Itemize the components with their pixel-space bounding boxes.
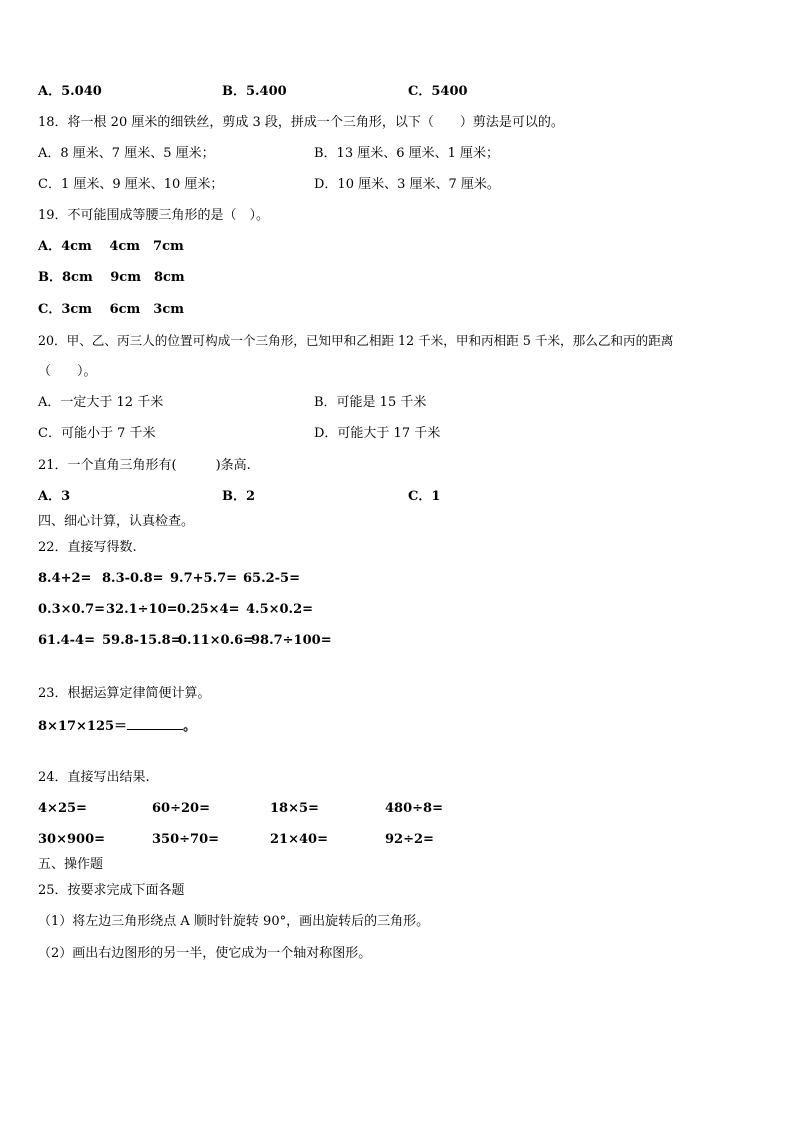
q22-item: 8.4+2= xyxy=(38,571,92,586)
q20-option-d: D．可能大于 17 千米 xyxy=(314,426,441,441)
q22-item: 98.7÷100= xyxy=(251,633,332,648)
q24-item: 30×900= xyxy=(38,832,106,847)
q22-item: 9.7+5.7= xyxy=(170,571,238,586)
q25-stem: 25．按要求完成下面各题 xyxy=(38,883,185,898)
section-heading-4: 四、细心计算，认真检查。 xyxy=(38,514,195,529)
q22-item: 8.3-0.8= xyxy=(102,571,164,586)
q20-stem: 20．甲、乙、丙三人的位置可构成一个三角形，已知甲和乙相距 12 千米，甲和丙相距 5 千米，那么乙和丙的距离 xyxy=(38,333,674,348)
q23-expr-end: 。 xyxy=(183,719,197,734)
q17-option-c: C．5400 xyxy=(408,84,468,99)
q24-item: 18×5= xyxy=(270,801,319,816)
q24-item: 4×25= xyxy=(38,801,87,816)
q24-item: 21×40= xyxy=(270,832,328,847)
q23-expression xyxy=(38,717,196,735)
q22-item: 32.1÷10= xyxy=(106,602,178,617)
q21-option-b: B．2 xyxy=(222,489,256,504)
q20-option-c: C．可能小于 7 千米 xyxy=(38,426,156,441)
q18-option-d: D．10 厘米、3 厘米、7 厘米。 xyxy=(314,177,500,192)
q20-option-a: A．一定大于 12 千米 xyxy=(38,395,164,410)
q22-item: 4.5×0.2= xyxy=(246,602,314,617)
q18-option-b: B．13 厘米、6 厘米、1 厘米； xyxy=(314,146,500,161)
q24-item: 350÷70= xyxy=(152,832,220,847)
q22-item: 0.11×0.6= xyxy=(178,633,255,648)
q21-stem: 21．一个直角三角形有( )条高. xyxy=(38,458,251,473)
q22-stem: 22．直接写得数. xyxy=(38,540,137,555)
q24-item: 92÷2= xyxy=(385,832,434,847)
q21-option-c: C．1 xyxy=(408,489,441,504)
q22-item: 59.8-15.8= xyxy=(102,633,182,648)
q24-item: 480÷8= xyxy=(385,801,443,816)
q23-expr-text: 8×17×125＝ xyxy=(38,719,128,734)
q17-option-a: A．5.040 xyxy=(38,84,102,99)
q21-option-a: A．3 xyxy=(38,489,71,504)
q24-item: 60÷20= xyxy=(152,801,210,816)
q23-answer-blank[interactable] xyxy=(127,717,183,730)
q25-item-2: （2）画出右边图形的另一半，使它成为一个轴对称图形。 xyxy=(38,946,372,961)
q19-option-a: A．4cm 4cm 7cm xyxy=(38,239,184,254)
q18-option-c: C．1 厘米、9 厘米、10 厘米； xyxy=(38,177,224,192)
q20-option-b: B．可能是 15 千米 xyxy=(314,395,427,410)
q18-option-a: A．8 厘米、7 厘米、5 厘米； xyxy=(38,146,215,161)
q22-item: 0.25×4= xyxy=(177,602,240,617)
q18-stem: 18．将一根 20 厘米的细铁丝，剪成 3 段，拼成一个三角形，以下（ ）剪法是可以的。 xyxy=(38,115,564,130)
q19-option-c: C．3cm 6cm 3cm xyxy=(38,302,185,317)
q19-option-b: B．8cm 9cm 8cm xyxy=(38,270,185,285)
q17-option-b: B．5.400 xyxy=(222,84,287,99)
q24-stem: 24．直接写出结果. xyxy=(38,770,150,785)
q22-item: 61.4-4= xyxy=(38,633,95,648)
q22-item: 65.2-5= xyxy=(243,571,300,586)
section-heading-5: 五、操作题 xyxy=(38,857,104,872)
q23-stem: 23．根据运算定律简便计算。 xyxy=(38,686,211,701)
q22-item: 0.3×0.7= xyxy=(38,602,106,617)
q25-item-1: （1）将左边三角形绕点 A 顺时针旋转 90°，画出旋转后的三角形。 xyxy=(38,914,430,929)
q19-stem: 19．不可能围成等腰三角形的是（ ）。 xyxy=(38,208,270,223)
q20-stem-continued: （ ）。 xyxy=(38,364,97,379)
